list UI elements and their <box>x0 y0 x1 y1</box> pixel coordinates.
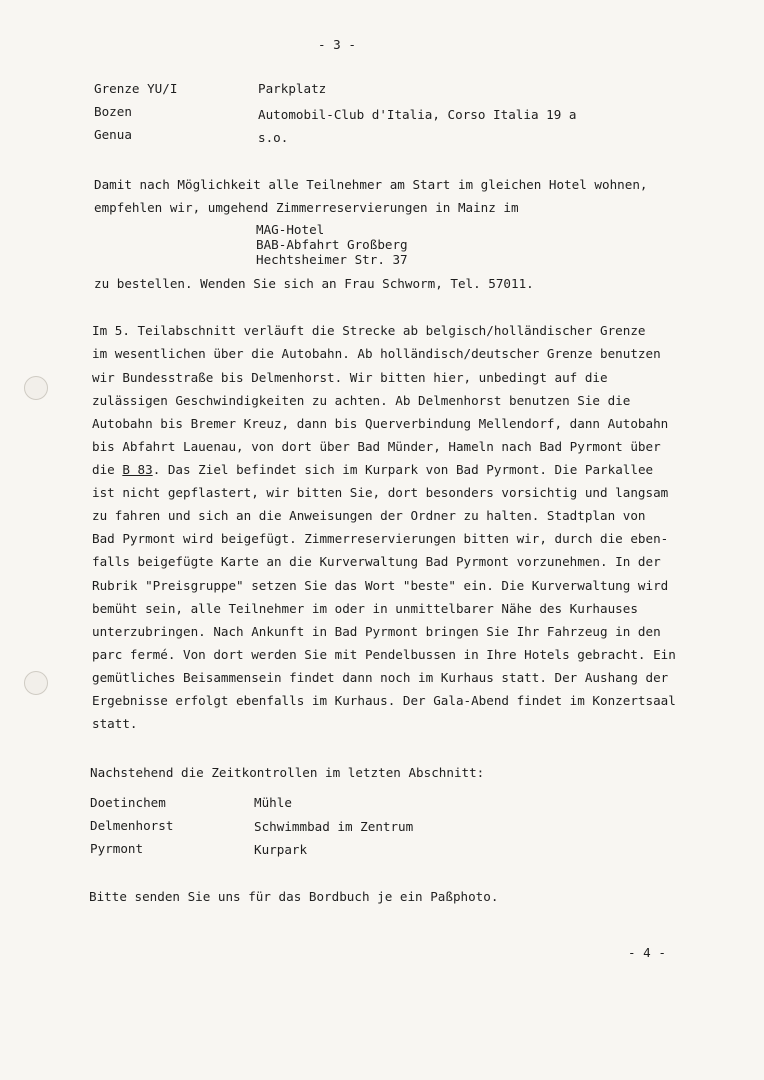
section5-line: unterzubringen. Nach Ankunft in Bad Pyrmont bringen Sie Ihr Fahrzeug in den <box>92 624 661 639</box>
intro-closing: zu bestellen. Wenden Sie sich an Frau Schworm, Tel. 57011. <box>94 276 534 291</box>
closing-sentence: Bitte senden Sie uns für das Bordbuch je ein Paßphoto. <box>89 889 499 904</box>
section5-line: ist nicht gepflastert, wir bitten Sie, dort besonders vorsichtig und langsam <box>92 485 669 500</box>
section5-line: Im 5. Teilabschnitt verläuft die Strecke ab belgisch/holländischer Grenze <box>92 323 646 338</box>
page-number-top: - 3 - <box>318 37 356 52</box>
place-location: s.o. <box>258 130 289 145</box>
intro-line: empfehlen wir, umgehend Zimmerreservierungen in Mainz im <box>94 200 519 215</box>
place-name: Grenze YU/I <box>94 81 178 96</box>
road-number-underlined: B 83 <box>122 462 153 477</box>
section5-line: Ergebnisse erfolgt ebenfalls im Kurhaus. Der Gala-Abend findet im Konzertsaal <box>92 693 676 708</box>
punch-hole-top <box>24 376 48 400</box>
hotel-address-line: Hechtsheimer Str. 37 <box>256 252 408 267</box>
control-place: Delmenhorst <box>90 818 174 833</box>
hotel-address-line: MAG-Hotel <box>256 222 325 237</box>
place-location: Automobil-Club d'Italia, Corso Italia 19 a <box>258 107 577 122</box>
section5-line: parc fermé. Von dort werden Sie mit Pendelbussen in Ihre Hotels gebracht. Ein <box>92 647 676 662</box>
section5-line: Bad Pyrmont wird beigefügt. Zimmerreservierungen bitten wir, durch die eben- <box>92 531 669 546</box>
section5-line: bis Abfahrt Lauenau, von dort über Bad Münder, Hameln nach Bad Pyrmont über <box>92 439 661 454</box>
section5-line: zu fahren und sich an die Anweisungen der Ordner zu halten. Stadtplan von <box>92 508 646 523</box>
section5-line: bemüht sein, alle Teilnehmer im oder in unmittelbarer Nähe des Kurhauses <box>92 601 638 616</box>
section5-line-road <box>92 462 653 478</box>
section5-line: statt. <box>92 716 138 731</box>
control-place: Pyrmont <box>90 841 144 856</box>
section5-line: zulässigen Geschwindigkeiten zu achten. Ab Delmenhorst benutzen Sie die <box>92 393 631 408</box>
page-number-bottom: - 4 - <box>628 945 666 960</box>
section5-line: im wesentlichen über die Autobahn. Ab holländisch/deutscher Grenze benutzen <box>92 346 661 361</box>
section5-line: wir Bundesstraße bis Delmenhorst. Wir bitten hier, unbedingt auf die <box>92 370 608 385</box>
road-suffix: . Das Ziel befindet sich im Kurpark von Bad Pyrmont. Die Parkallee <box>152 462 654 477</box>
control-place: Doetinchem <box>90 795 166 810</box>
section5-line: falls beigefügte Karte an die Kurverwaltung Bad Pyrmont vorzunehmen. In der <box>92 554 661 569</box>
section5-line: Rubrik "Preisgruppe" setzen Sie das Wort "beste" ein. Die Kurverwaltung wird <box>92 578 669 593</box>
section5-line: gemütliches Beisammensein findet dann noch im Kurhaus statt. Der Aushang der <box>92 670 669 685</box>
punch-hole-bottom <box>24 671 48 695</box>
place-name: Genua <box>94 127 132 142</box>
hotel-address-line: BAB-Abfahrt Großberg <box>256 237 408 252</box>
control-location: Kurpark <box>254 842 308 857</box>
intro-line: Damit nach Möglichkeit alle Teilnehmer am Start im gleichen Hotel wohnen, <box>94 177 648 192</box>
controls-heading: Nachstehend die Zeitkontrollen im letzten Abschnitt: <box>90 765 485 780</box>
road-prefix: die <box>92 462 123 477</box>
place-location: Parkplatz <box>258 81 327 96</box>
place-name: Bozen <box>94 104 132 119</box>
control-location: Mühle <box>254 795 292 810</box>
control-location: Schwimmbad im Zentrum <box>254 819 414 834</box>
section5-line: Autobahn bis Bremer Kreuz, dann bis Querverbindung Mellendorf, dann Autobahn <box>92 416 669 431</box>
